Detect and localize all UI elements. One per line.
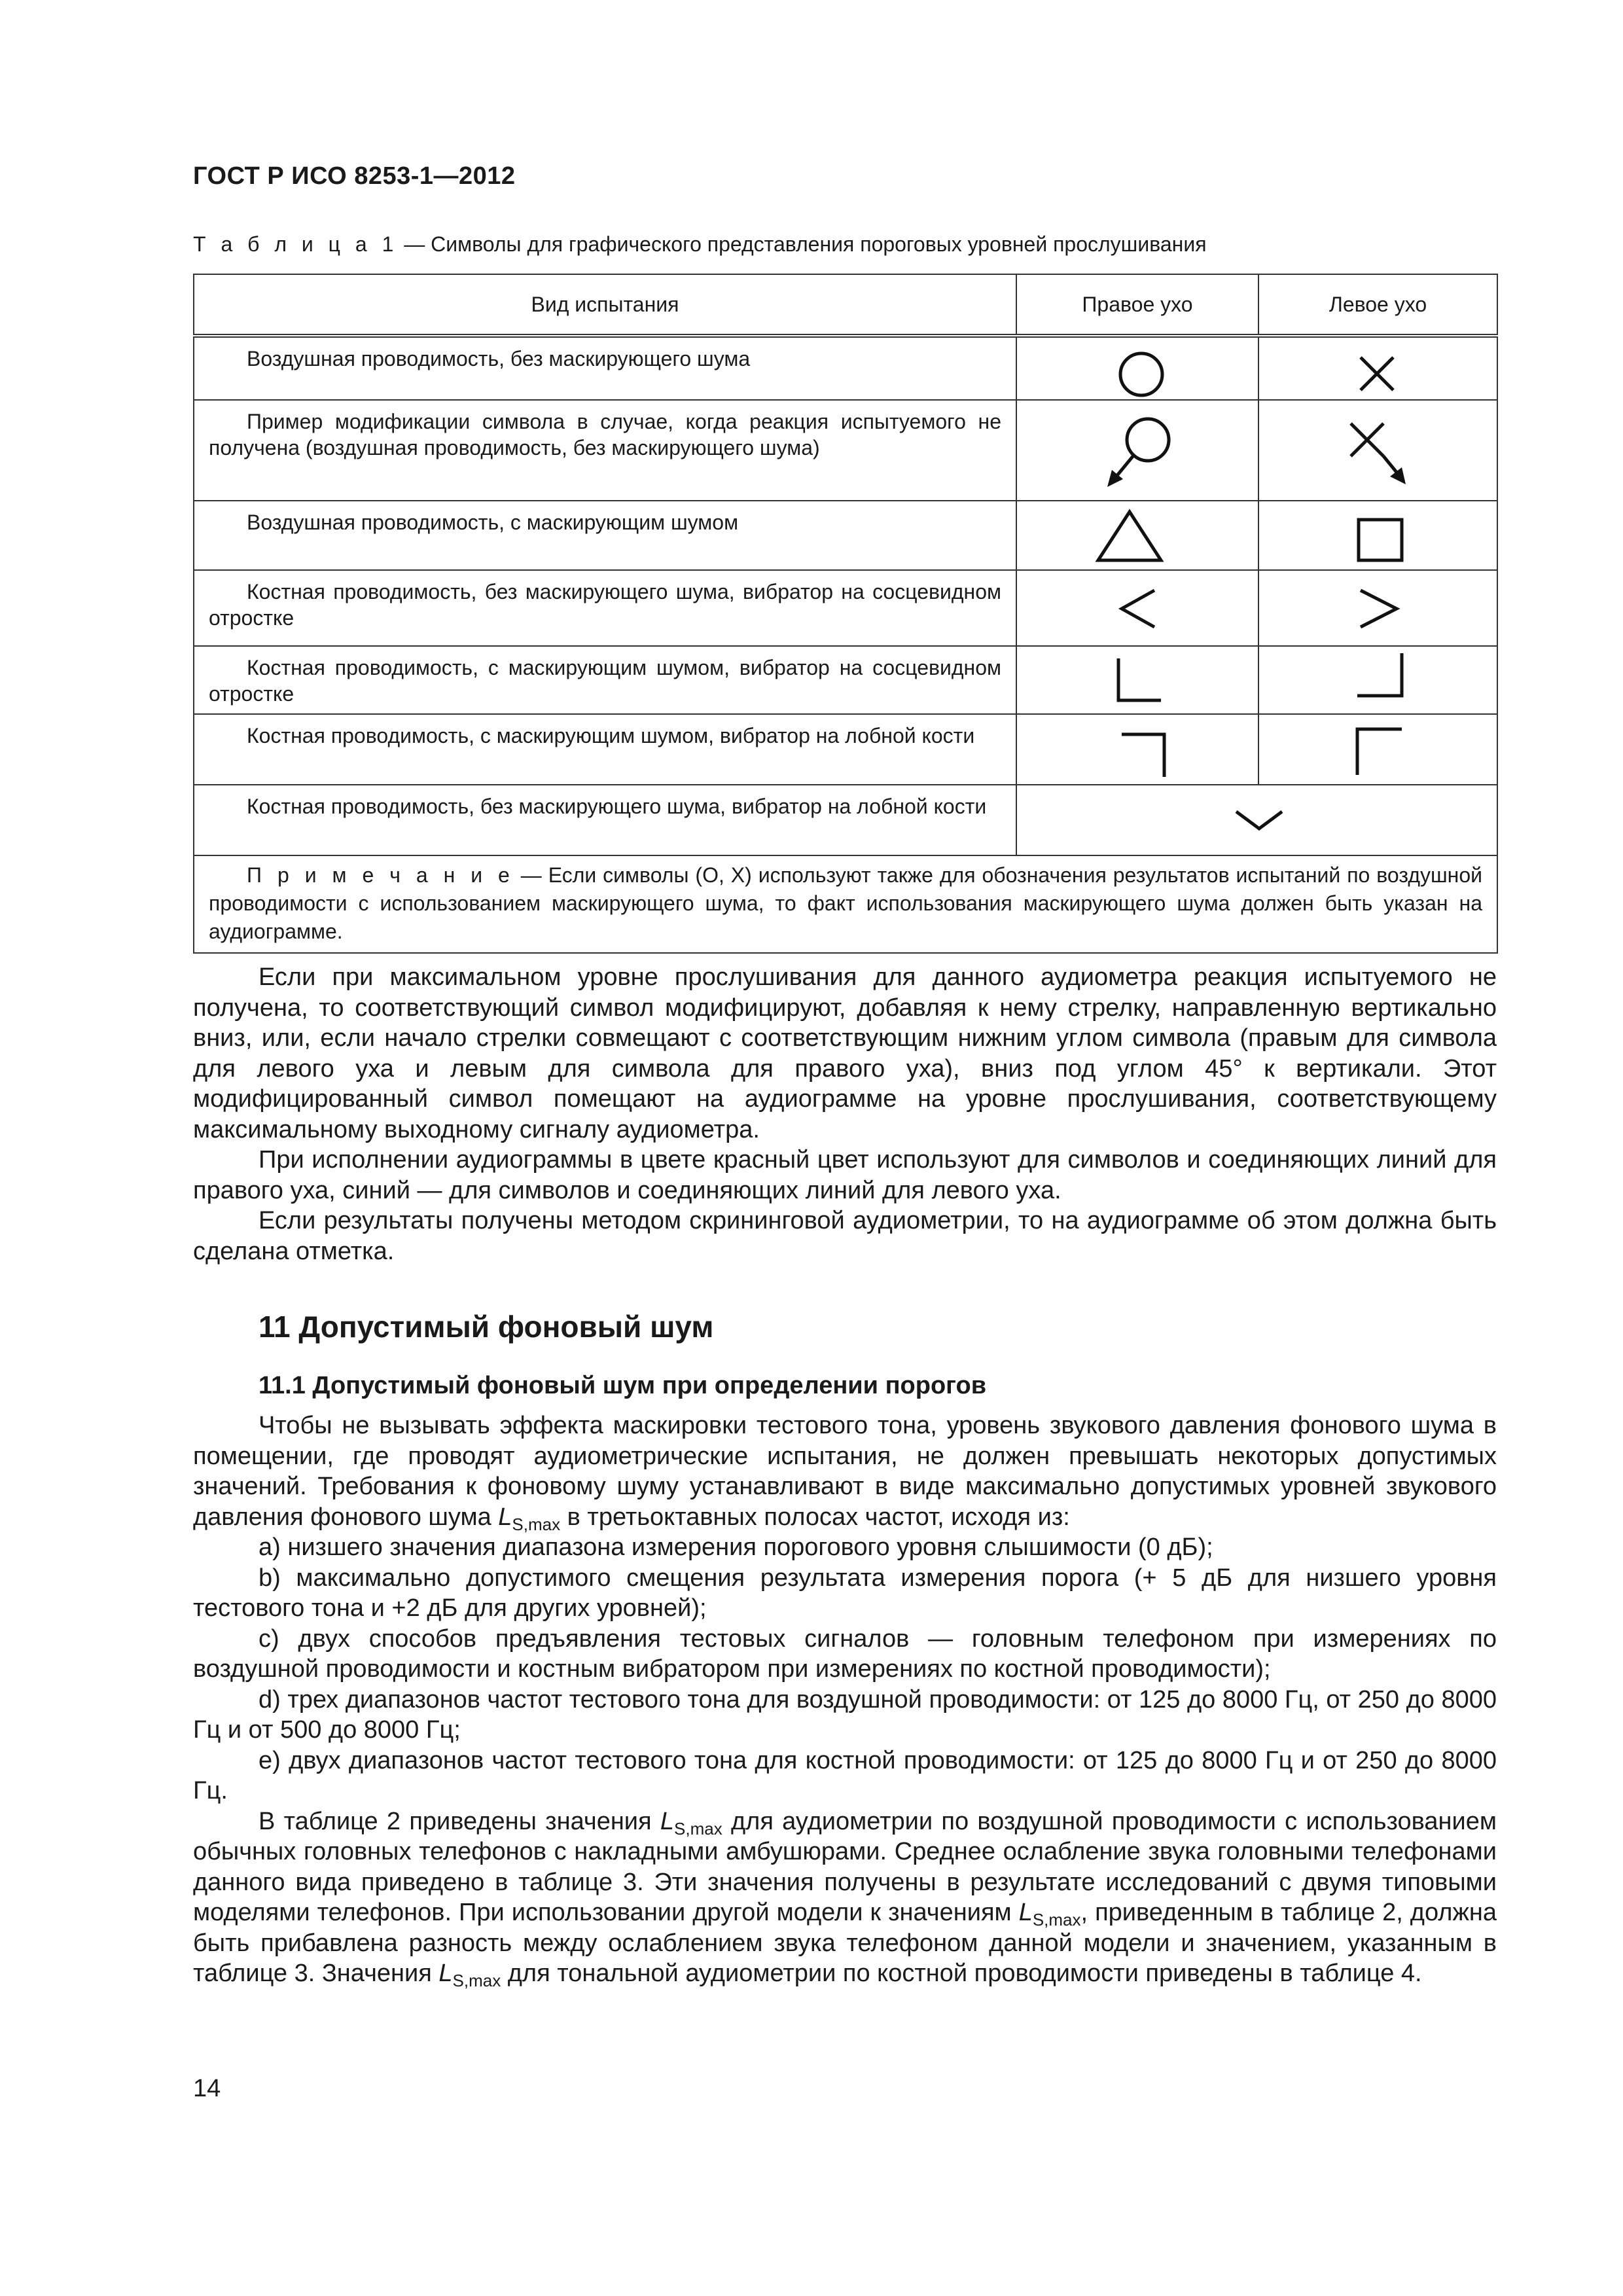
left-ear-symbol-cell (1258, 570, 1497, 646)
row-description: Костная проводимость, без маскирующего шума, вибратор на лобной кости (194, 785, 1016, 855)
right-ear-symbol-cell (1016, 570, 1258, 646)
column-header-left-ear: Левое ухо (1258, 274, 1497, 336)
cross-with-arrow-icon (1259, 401, 1498, 501)
row-description: Костная проводимость, без маскирующего шума, вибратор на сосцевидном отростке (194, 570, 1016, 646)
row-description: Костная проводимость, с маскирующим шумом, вибратор на сосцевидном отростке (194, 646, 1016, 714)
open-left-bracket-icon (1259, 647, 1498, 715)
right-ear-symbol-cell (1016, 714, 1258, 785)
greater-than-icon (1259, 571, 1498, 647)
paragraphs-block (193, 962, 1497, 1266)
table-row (194, 646, 1497, 714)
list-item: a) низшего значения диапазона измерения порогового уровня слышимости (0 дБ); (259, 1534, 1213, 1561)
section-title: 11 Допустимый фоновый шум (259, 1310, 714, 1344)
right-ear-symbol-cell (1016, 501, 1258, 570)
both-ears-symbol-cell (1016, 785, 1497, 855)
row-description: Воздушная проводимость, без маскирующего шума (194, 336, 1016, 400)
table-note-row (194, 855, 1497, 953)
table-row (194, 400, 1497, 501)
paragraph: Чтобы не вызывать эффекта маскировки тестового тона, уровень звукового давления фонового шума в помещении, где проводят аудиометрические испытания, не должен превышать некоторых допустимых значений. Требования к фоновому шуму устанавливают в виде максимально допустимых уровней звукового давления фонового шума $L_{S,max}$ в третьоктавных полосах частот, исходя из: (193, 1412, 1497, 1534)
left-ear-symbol-cell (1258, 501, 1497, 570)
open-right-bracket-icon (1017, 647, 1259, 715)
list-item: d) трех диапазонов частот тестового тона для воздушной проводимости: от 125 до 8000 Гц, от 250 до 8000 Гц и от 500 до 8000 Гц; (193, 1685, 1497, 1744)
corner-top-right-icon (1017, 715, 1259, 785)
paragraph: Если результаты получены методом скрининговой аудиометрии, то на аудиограмме об этом должна быть сделана отметка. (193, 1207, 1497, 1265)
table-row (194, 336, 1497, 400)
triangle-icon (1017, 501, 1259, 571)
corner-top-left-icon (1259, 715, 1498, 785)
right-ear-symbol-cell (1016, 336, 1258, 400)
square-icon (1259, 501, 1498, 571)
less-than-icon (1017, 571, 1259, 647)
note-text: — Если символы (О, X) используют также для обозначения результатов испытаний по воздушной проводимости с использованием маскирующего шума, то факт использования маскирующего шума должен быть указан на аудиограмме. (209, 863, 1483, 943)
table-caption (193, 232, 1207, 257)
column-header-test-type: Вид испытания (194, 274, 1016, 336)
list-item: c) двух способов предъявления тестовых сигналов — головным телефоном при измерениях по воздушной проводимости и костным вибратором при измерениях по костной проводимости); (193, 1624, 1497, 1683)
row-description: Воздушная проводимость, с маскирующим шумом (194, 501, 1016, 570)
left-ear-symbol-cell (1258, 646, 1497, 714)
table-row (194, 785, 1497, 855)
note-label: П р и м е ч а н и е (247, 863, 514, 887)
right-ear-symbol-cell (1016, 400, 1258, 501)
cross-icon (1259, 338, 1498, 402)
page-number: 14 (193, 2075, 221, 2102)
symbols-table (193, 274, 1498, 954)
list-item: b) максимально допустимого смещения результата измерения порога (+ 5 дБ для низшего уровня тестового тона и +2 дБ для других уровней); (193, 1564, 1497, 1622)
left-ear-symbol-cell (1258, 714, 1497, 785)
table-row (194, 714, 1497, 785)
paragraph: Если при максимальном уровне прослушивания для данного аудиометра реакция испытуемого не получена, то соответствующий символ модифицируют, добавляя к нему стрелку, направленную вертикально вниз, или, если начало стрелки совмещают с соответствующим нижним углом символа (правым для символа для левого уха и левым для символа для правого уха), вниз под углом 45° к вертикали. Этот модифицированный символ помещают на аудиограмме на уровне прослушивания, соответствующему максимальному выходному сигналу аудиометра. (193, 963, 1497, 1143)
list-item: e) двух диапазонов частот тестового тона для костной проводимости: от 125 до 8000 Гц и от 250 до 8000 Гц. (193, 1746, 1497, 1804)
row-description: Пример модификации символа в случае, когда реакция испытуемого не получена (воздушная проводимость, без маскирующего шума) (194, 400, 1016, 501)
section-body (193, 1410, 1497, 1989)
table-header-row (194, 274, 1497, 336)
paragraph: В таблице 2 приведены значения $L_{S,max}$ для аудиометрии по воздушной проводимости с использованием обычных головных телефонов с накладными амбушюрами. Среднее ослабление звука головными телефонами данного вида приведено в таблице 3. Эти значения получены в результате исследований с двумя типовыми моделями телефонов. При использовании другой модели к значениям $L_{S,max}$, приведенным в таблице 2, должна быть прибавлена разность между ослаблением звука телефоном данной модели и значением, указанным в таблице 3. Значения $L_{S,max}$ для тональной аудиометрии по костной проводимости приведены в таблице 4. (193, 1807, 1497, 1990)
paragraph: При исполнении аудиограммы в цвете красный цвет используют для символов и соединяющих линий для правого уха, синий — для символов и соединяющих линий для левого уха. (193, 1146, 1497, 1204)
row-description: Костная проводимость, с маскирующим шумом, вибратор на лобной кости (194, 714, 1016, 785)
circle-with-arrow-icon (1017, 401, 1259, 501)
table-caption-label: Т а б л и ц а 1 (193, 232, 399, 256)
table-row (194, 501, 1497, 570)
left-ear-symbol-cell (1258, 336, 1497, 400)
table-caption-text: — Символы для графического представления пороговых уровней прослушивания (398, 232, 1207, 256)
column-header-right-ear: Правое ухо (1016, 274, 1258, 336)
table-row (194, 570, 1497, 646)
right-ear-symbol-cell (1016, 646, 1258, 714)
subsection-title: 11.1 Допустимый фоновый шум при определении порогов (259, 1372, 987, 1399)
table-note (194, 855, 1497, 953)
left-ear-symbol-cell (1258, 400, 1497, 501)
chevron-down-icon (1017, 785, 1498, 856)
document-header: ГОСТ Р ИСО 8253-1—2012 (193, 162, 516, 190)
circle-icon (1017, 338, 1259, 402)
